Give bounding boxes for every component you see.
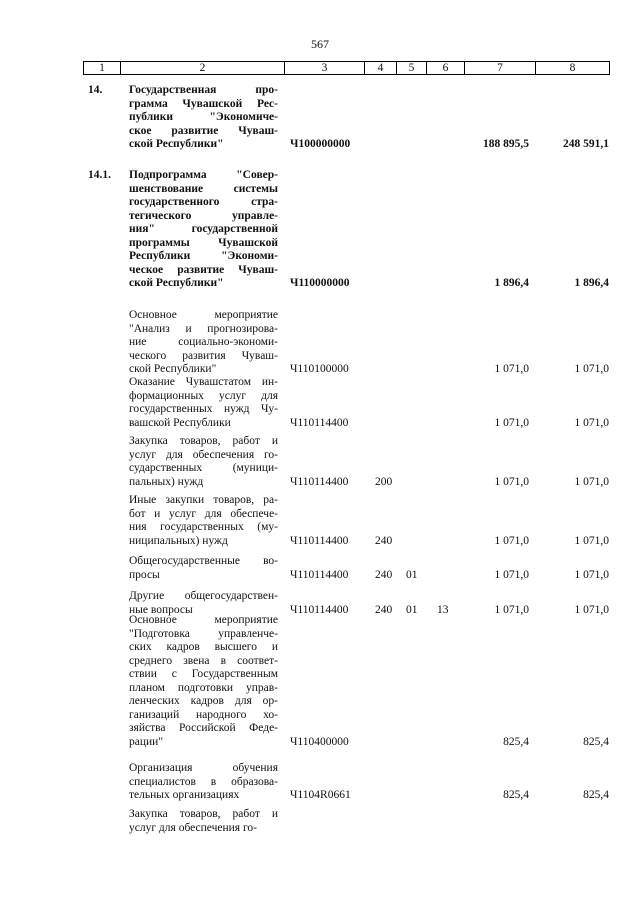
row-code: Ч110000000 <box>290 277 350 289</box>
row-code: Ч110114400 <box>290 416 349 429</box>
row-value-8: 1 071,0 <box>574 568 609 581</box>
row-value-7: 825,4 <box>503 735 529 748</box>
row-value-7: 1 071,0 <box>494 416 529 429</box>
row-name <box>129 169 278 291</box>
header-col-5: 5 <box>408 62 415 74</box>
row-value-8: 1 071,0 <box>574 603 609 616</box>
row-value-7: 1 071,0 <box>494 603 529 616</box>
row-name-line: Оказание Чувашстатом ин- <box>129 376 278 388</box>
row-name-line: рации" <box>129 735 164 748</box>
row-name-line: зяйства Российской Феде- <box>129 722 278 734</box>
row-name-line: Государственная про- <box>129 84 278 96</box>
table-header <box>83 61 610 75</box>
row-name-line: Иные закупки товаров, ра- <box>129 494 278 506</box>
row-code: Ч110114400 <box>290 475 349 488</box>
row-name-line: Закупка товаров, работ и <box>129 808 278 820</box>
row-name-line: формационных услуг для <box>129 389 278 402</box>
row-value-8: 1 071,0 <box>574 534 609 547</box>
row-number: 14. <box>88 84 103 96</box>
row-name-line: шенствование системы <box>129 182 278 195</box>
row-name-line: программы Чувашской <box>129 236 278 249</box>
row-name-line: ское развитие Чуваш- <box>129 124 278 137</box>
row-name-line: Общегосударственные во- <box>129 555 278 567</box>
row-value-7: 1 071,0 <box>494 475 529 488</box>
header-col-3: 3 <box>321 62 328 74</box>
row-name <box>129 808 278 835</box>
row-name-line: тегического управле- <box>129 209 278 222</box>
row-value-7: 188 895,5 <box>483 138 529 150</box>
row-value-8: 248 591,1 <box>563 138 609 150</box>
row-name-line: публики "Экономиче- <box>129 111 278 123</box>
row-value-7: 1 071,0 <box>494 568 529 581</box>
header-col-4: 4 <box>377 62 384 74</box>
row-value-8: 1 071,0 <box>574 363 609 375</box>
row-code: Ч110114400 <box>290 603 349 616</box>
row-code: Ч1104R0661 <box>290 789 351 801</box>
row-name-line: планом подготовки управ- <box>129 681 278 694</box>
row-name <box>129 762 278 803</box>
row-name-line: вашской Республики <box>129 416 231 429</box>
row-name-line: ганизаций народного хо- <box>129 708 278 721</box>
row-code: Ч110400000 <box>290 735 349 748</box>
row-name-line: Организация обучения <box>129 762 278 774</box>
row-col-5: 01 <box>406 568 418 581</box>
row-name-line: Подпрограмма "Совер- <box>129 169 278 181</box>
row-value-7: 1 071,0 <box>494 534 529 547</box>
row-code: Ч100000000 <box>290 138 351 150</box>
row-name <box>129 494 278 548</box>
row-code: Ч110114400 <box>290 568 349 581</box>
row-name-line: ской Республики" <box>129 363 217 375</box>
row-value-8: 1 071,0 <box>574 416 609 429</box>
row-name-line: грамма Чувашской Рес- <box>129 97 278 110</box>
row-col-4: 240 <box>375 568 393 581</box>
row-name-line: бот и услуг для обеспече- <box>129 507 278 520</box>
row-name-line: ния" государственной <box>129 223 278 235</box>
header-col-2: 2 <box>199 62 206 74</box>
row-name-line: сударственных (муници- <box>129 462 278 474</box>
row-name-line: Закупка товаров, работ и <box>129 435 278 447</box>
row-name-line: государственных нужд Чу- <box>129 403 278 415</box>
row-name-line: Основное мероприятие <box>129 614 278 626</box>
row-col-4: 200 <box>375 475 393 488</box>
row-col-4: 240 <box>375 603 393 616</box>
row-name-line: ской Республики" <box>129 138 224 150</box>
page-number: 567 <box>311 37 329 51</box>
row-name <box>129 84 278 152</box>
row-name-line: тельных организациях <box>129 789 240 801</box>
row-col-6: 13 <box>437 603 449 616</box>
row-name-line: ния государственных (му- <box>129 521 278 533</box>
row-name-line: "Подготовка управленче- <box>129 627 278 640</box>
header-col-7: 7 <box>497 62 503 74</box>
header-col-1: 1 <box>99 62 105 74</box>
row-name-line: ние социально-экономи- <box>129 336 278 348</box>
row-name <box>129 309 278 377</box>
row-name-line: "Анализ и прогнозирова- <box>129 322 278 335</box>
row-col-4: 240 <box>375 534 393 547</box>
row-value-8: 825,4 <box>583 789 609 801</box>
row-name-line: Республики "Экономи- <box>129 250 278 262</box>
header-col-6: 6 <box>442 62 449 74</box>
row-name-line: просы <box>129 568 160 581</box>
row-name-line: среднего звена в соответ- <box>129 654 278 667</box>
row-name-line: ской Республики" <box>129 277 224 289</box>
row-name-line: Основное мероприятие <box>129 309 278 321</box>
row-col-5: 01 <box>406 603 418 616</box>
row-value-8: 825,4 <box>583 735 609 748</box>
row-number: 14.1. <box>88 169 111 181</box>
row-name-line: ческого развития Чуваш- <box>129 349 278 362</box>
row-name-line: ленческих кадров для ор- <box>129 695 278 707</box>
row-name-line: ствии с Государственным <box>129 668 278 680</box>
row-name <box>129 555 278 582</box>
row-name-line: услуг для обеспечения го- <box>129 448 278 461</box>
row-name-line: пальных) нужд <box>129 475 204 488</box>
row-name-line: ческое развитие Чуваш- <box>129 263 278 276</box>
row-name <box>129 435 278 489</box>
row-name-line: услуг для обеспечения го- <box>129 821 257 834</box>
row-value-7: 1 896,4 <box>494 277 529 289</box>
header-col-8: 8 <box>569 62 576 74</box>
row-name-line: ских кадров высшего и <box>129 641 278 653</box>
row-name-line: Другие общегосударствен- <box>129 590 278 602</box>
row-name <box>129 614 278 749</box>
row-name <box>129 376 278 430</box>
row-code: Ч110100000 <box>290 363 349 375</box>
row-name-line: ниципальных) нужд <box>129 534 228 547</box>
row-value-7: 1 071,0 <box>494 363 529 375</box>
row-value-7: 825,4 <box>503 789 529 801</box>
row-code: Ч110114400 <box>290 534 349 547</box>
row-name-line: государственного стра- <box>129 196 278 208</box>
row-name-line: ные вопросы <box>129 603 193 616</box>
row-value-8: 1 071,0 <box>574 475 609 488</box>
row-name-line: специалистов в образова- <box>129 775 278 788</box>
row-name <box>129 590 278 617</box>
row-value-8: 1 896,4 <box>574 277 609 289</box>
